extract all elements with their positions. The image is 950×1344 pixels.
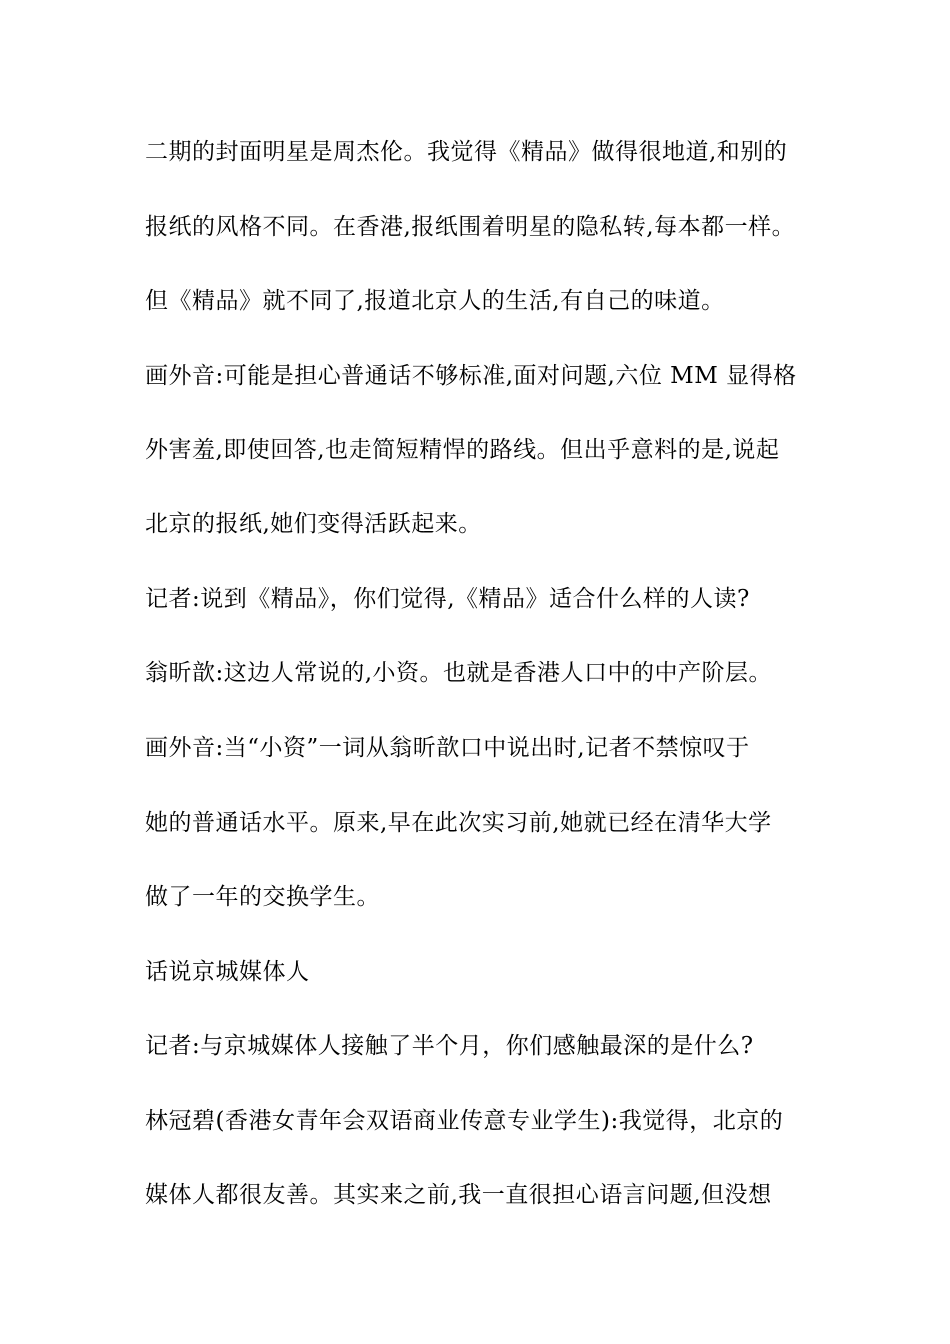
text-line: 记者:与京城媒体人接触了半个月，你们感触最深的是什么? [145,1033,754,1059]
text-line: 但《精品》就不同了,报道北京人的生活,有自己的味道。 [145,288,725,314]
section-heading: 话说京城媒体人 [145,959,310,985]
text-line: 媒体人都很友善。其实来之前,我一直很担心语言问题,但没想 [145,1182,772,1208]
text-line: 画外音:可能是担心普通话不够标准,面对问题,六位 MM 显得格 [145,363,797,389]
text-line: 记者:说到《精品》，你们觉得,《精品》适合什么样的人读? [145,586,750,612]
text-line: 翁昕歆:这边人常说的,小资。也就是香港人口中的中产阶层。 [145,660,773,686]
text-line: 二期的封面明星是周杰伦。我觉得《精品》做得很地道,和别的 [145,139,788,165]
text-line: 报纸的风格不同。在香港,报纸围着明星的隐私转,每本都一样。 [145,214,796,240]
text-line: 北京的报纸,她们变得活跃起来。 [145,511,482,537]
text-line: 做了一年的交换学生。 [145,884,380,910]
text-line: 画外音:当“小资”一词从翁昕歆口中说出时,记者不禁惊叹于 [145,735,750,761]
text-line: 林冠碧(香港女青年会双语商业传意专业学生):我觉得，北京的 [145,1108,784,1134]
text-line: 她的普通话水平。原来,早在此次实习前,她就已经在清华大学 [145,810,772,836]
text-line: 外害羞,即使回答,也走简短精悍的路线。但出乎意料的是,说起 [145,437,780,463]
